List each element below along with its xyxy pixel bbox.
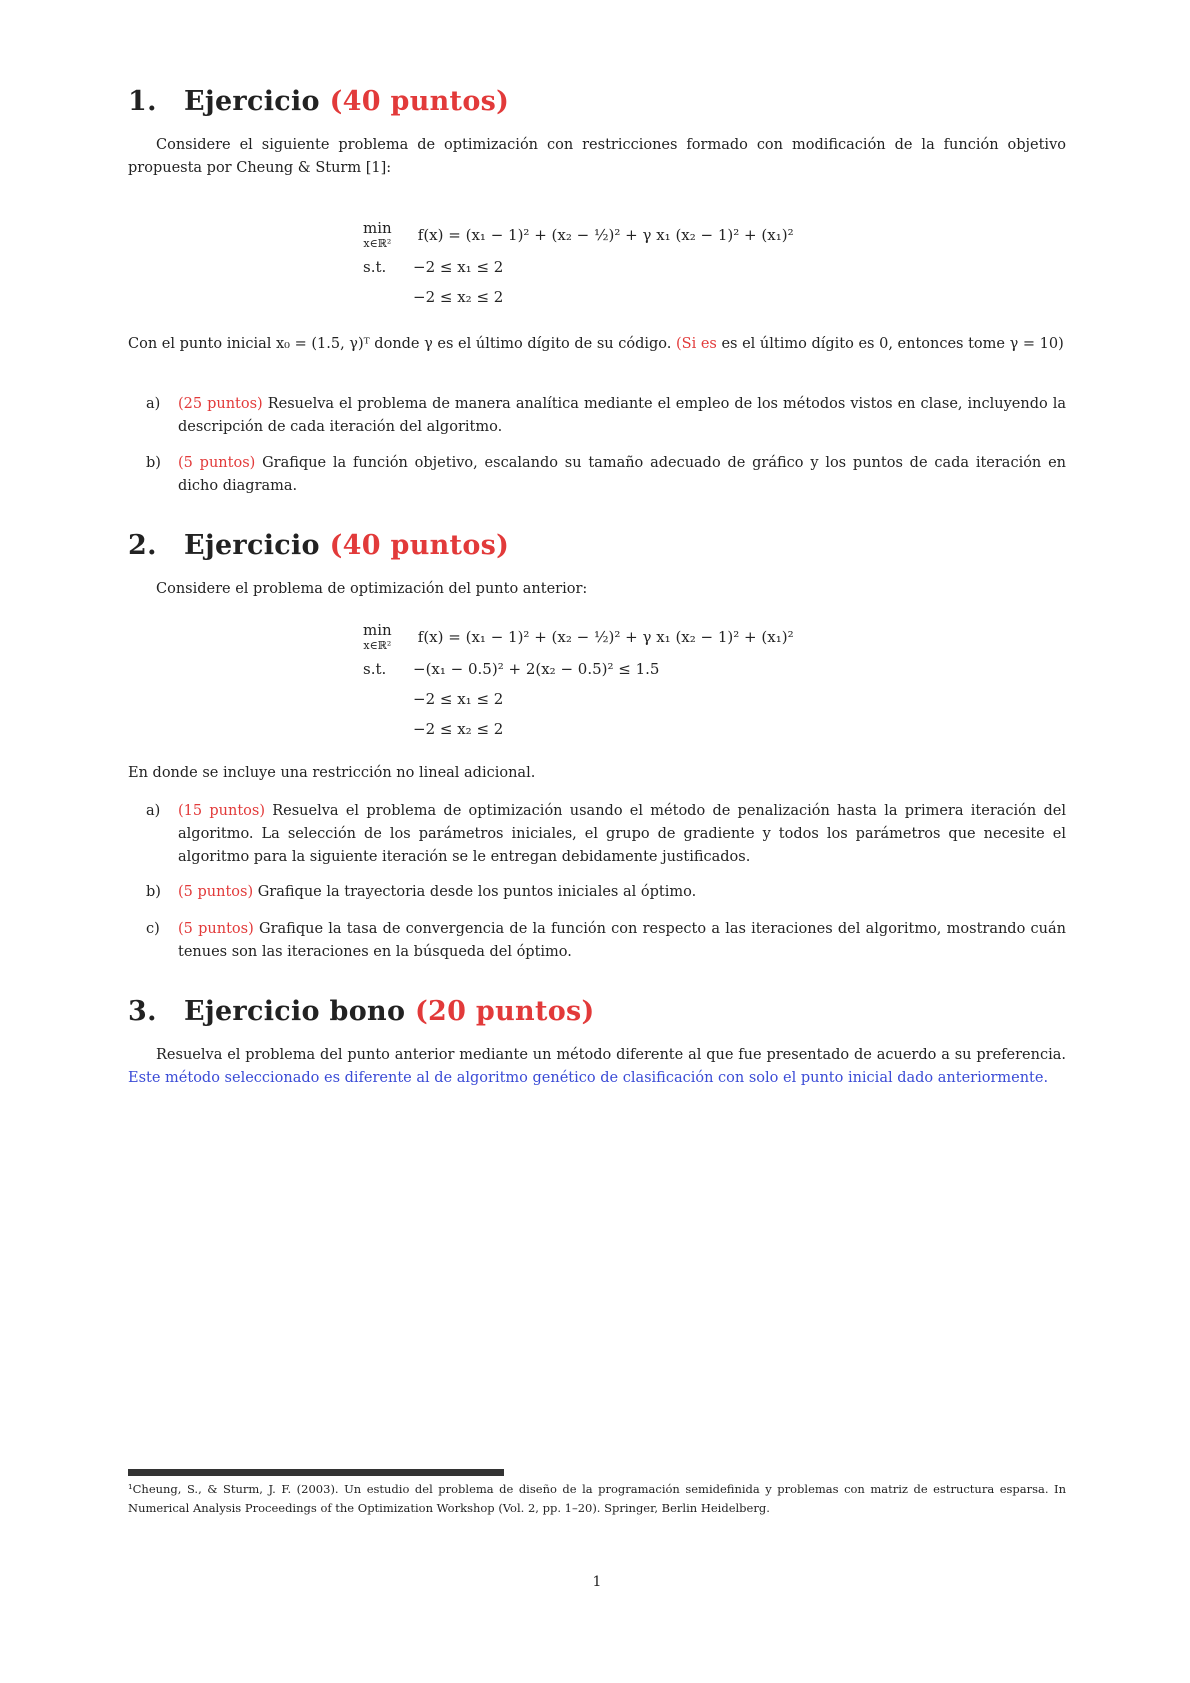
item-text: Grafique la trayectoria desde los puntos iniciales al óptimo. <box>253 884 697 900</box>
constraint: −2 ≤ x₂ ≤ 2 <box>413 720 504 738</box>
list-item <box>146 918 1066 964</box>
item-text: Resuelva el problema de manera analítica mediante el empleo de los métodos vistos en clase, incluyendo la descripción de cada iteración del algoritmo. <box>178 396 1066 435</box>
objective-function: f(x) = (x₁ − 1)² + (x₂ − ½)² + γ x₁ (x₂ − 1)² + (x₁)² <box>417 628 794 646</box>
item-text: Grafique la tasa de convergencia de la función con respecto a las iteraciones del algoritmo, mostrando cuán tenues son las iteraciones en la búsqueda del óptimo. <box>178 921 1066 960</box>
min-domain: x∈ℝ² <box>363 639 392 652</box>
section-number: 3. <box>128 996 157 1027</box>
item-text: Grafique la función objetivo, escalando su tamaño adecuado de gráfico y los puntos de cada iteración en dicho diagrama. <box>178 455 1066 494</box>
page-number: 1 <box>592 1574 602 1590</box>
initial-point-note: (Si es <box>676 336 717 352</box>
section-2-formulation <box>363 622 794 744</box>
footnote: ¹Cheung, S., & Sturm, J. F. (2003). Un estudio del problema de diseño de la programación semidefinida y problemas con matriz de estructura esparsa. In Numerical Analysis Proceedings of the Optimization Workshop (Vol. 2, pp. 1–20). Springer, Berlin Heidelberg. <box>128 1482 1066 1515</box>
item-points: (15 puntos) <box>178 803 265 819</box>
item-points: (5 puntos) <box>178 921 254 937</box>
initial-point-text-end: es el último dígito es 0, entonces tome γ = 10) <box>716 336 1064 352</box>
section-title: Ejercicio <box>184 530 320 561</box>
item-points: (5 puntos) <box>178 455 256 471</box>
section-1-formulation <box>363 220 794 312</box>
section-number: 2. <box>128 530 157 561</box>
constraint: −2 ≤ x₁ ≤ 2 <box>413 690 504 708</box>
item-marker: b) <box>146 884 161 900</box>
section-number: 1. <box>128 86 157 117</box>
constraint: −2 ≤ x₁ ≤ 2 <box>413 258 504 276</box>
section-1-initial-point <box>128 333 1066 356</box>
initial-point-text: Con el punto inicial x₀ = (1.5, γ)ᵀ donde γ es el último dígito de su código. <box>128 336 672 352</box>
constraint: −2 ≤ x₂ ≤ 2 <box>413 288 504 306</box>
list-item <box>146 800 1066 869</box>
list-item <box>146 393 1066 439</box>
objective-function: f(x) = (x₁ − 1)² + (x₂ − ½)² + γ x₁ (x₂ − 1)² + (x₁)² <box>417 226 794 244</box>
bonus-text: Resuelva el problema del punto anterior mediante un método diferente al que fue presentado de acuerdo a su preferencia. <box>156 1047 1066 1063</box>
item-points: (25 puntos) <box>178 396 263 412</box>
item-marker: a) <box>146 803 161 819</box>
section-points: (40 puntos) <box>329 86 510 117</box>
section-points: (20 puntos) <box>414 996 595 1027</box>
item-marker: c) <box>146 921 160 937</box>
section-points: (40 puntos) <box>329 530 510 561</box>
list-item <box>146 452 1066 498</box>
item-points: (5 puntos) <box>178 884 254 900</box>
bonus-link-text[interactable]: Este método seleccionado es diferente al de algoritmo genético de clasificación con solo el punto inicial dado anteriormente. <box>128 1070 1049 1086</box>
constraint: −(x₁ − 0.5)² + 2(x₂ − 0.5)² ≤ 1.5 <box>413 660 660 678</box>
item-marker: b) <box>146 455 161 471</box>
min-operator: min <box>363 621 392 639</box>
document-page <box>128 0 1066 1683</box>
min-operator: min <box>363 219 392 237</box>
footnote-rule <box>128 1469 504 1476</box>
subject-to-label: s.t. <box>363 660 387 678</box>
item-text: Resuelva el problema de optimización usando el método de penalización hasta la primera iteración del algoritmo. La selección de los parámetros iniciales, el grupo de gradiente y todos los parámetros que necesite el algoritmo para la siguiente iteración se le entregan debidamente justificados. <box>178 803 1066 865</box>
section-2-note: En donde se incluye una restricción no lineal adicional. <box>128 765 536 781</box>
section-3-intro <box>128 1044 1066 1090</box>
section-title: Ejercicio bono <box>184 996 406 1027</box>
section-2-intro: Considere el problema de optimización del punto anterior: <box>156 581 588 597</box>
section-2-heading <box>128 530 509 561</box>
list-item <box>146 881 1066 904</box>
section-title: Ejercicio <box>184 86 320 117</box>
section-1-heading <box>128 86 509 117</box>
section-3-heading <box>128 996 595 1027</box>
item-marker: a) <box>146 396 161 412</box>
subject-to-label: s.t. <box>363 258 387 276</box>
min-domain: x∈ℝ² <box>363 237 392 250</box>
section-1-intro: Considere el siguiente problema de optimización con restricciones formado con modificación de la función objetivo propuesta por Cheung & Sturm [1]: <box>128 137 1066 176</box>
